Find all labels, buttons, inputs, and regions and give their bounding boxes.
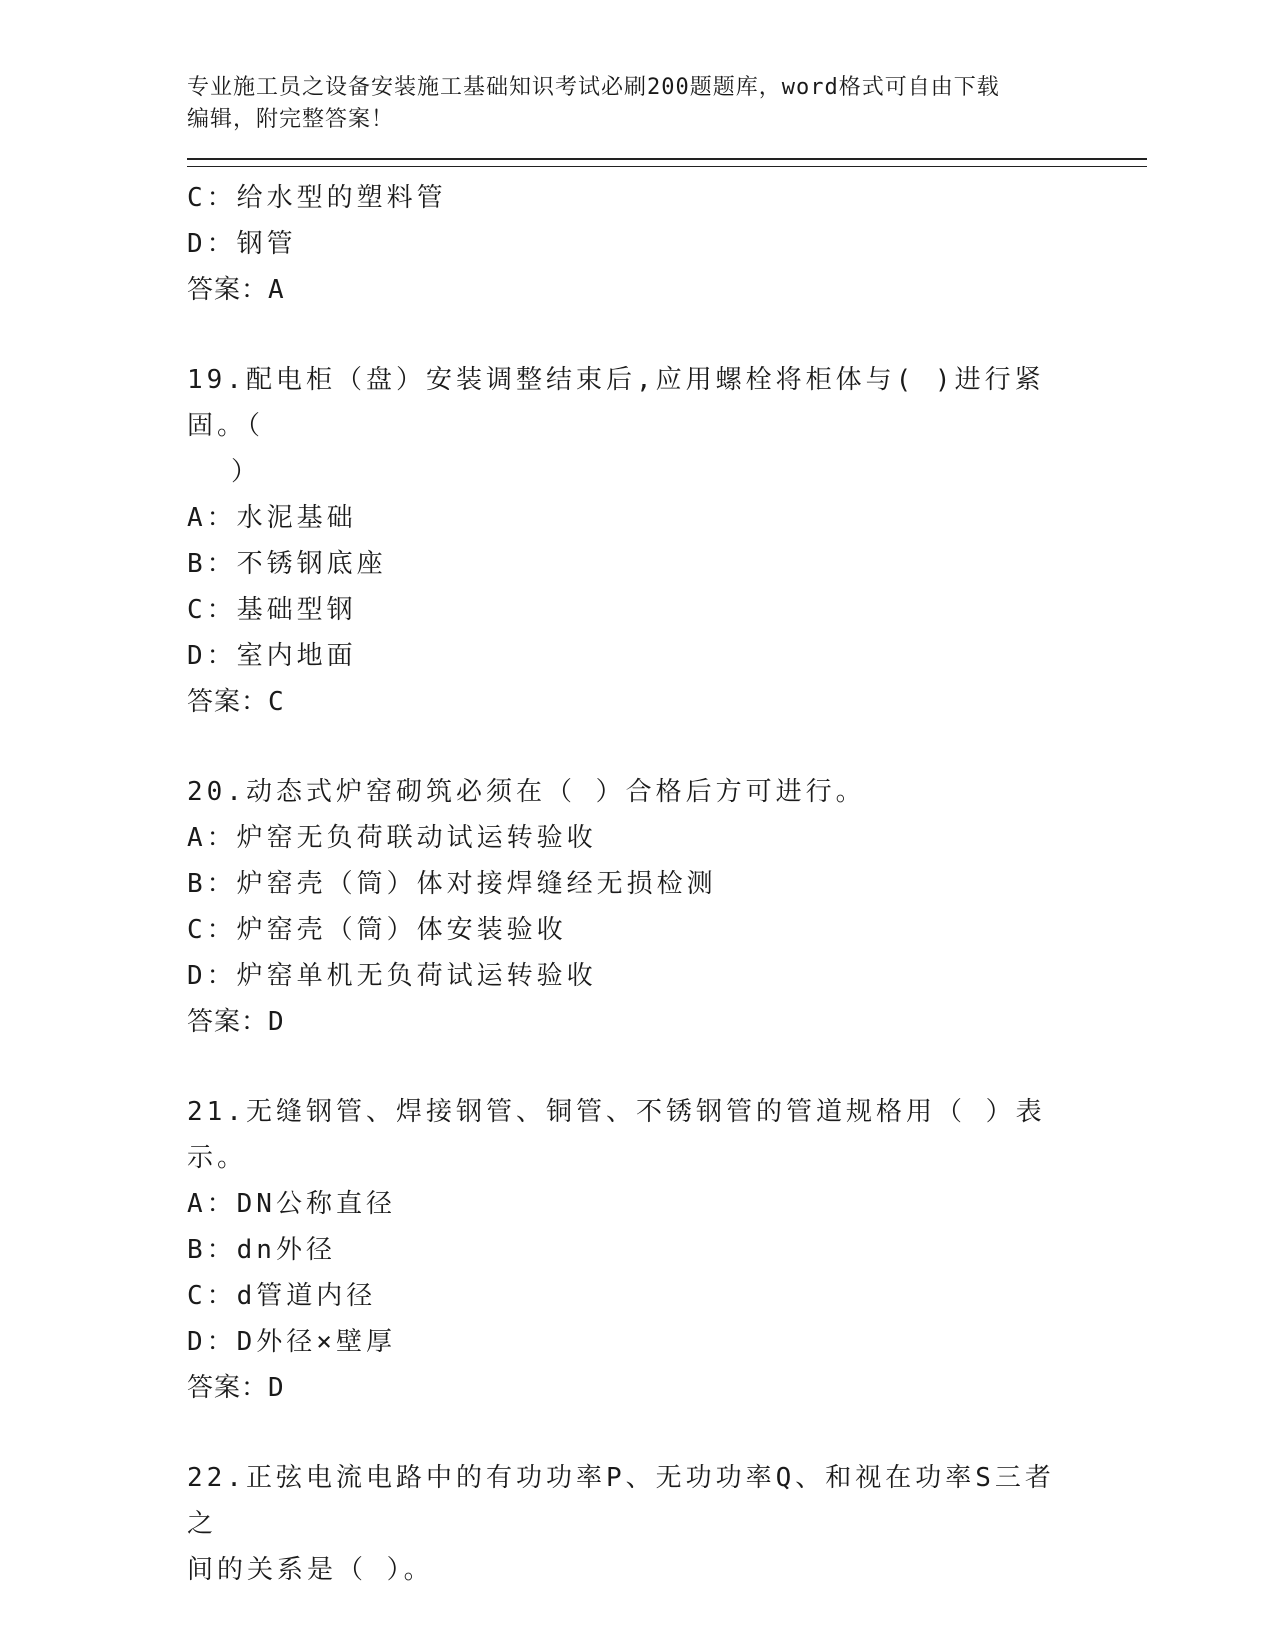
question-stem: 22.正弦电流电路中的有功功率P、无功功率Q、和视在功率S三者之 <box>187 1463 1055 1539</box>
option-c: C：基础型钢 <box>187 595 357 625</box>
question-22 <box>187 1455 1147 1593</box>
continued-question <box>187 175 1147 313</box>
answer-line <box>187 999 1147 1045</box>
answer-value: D <box>268 1007 285 1037</box>
header-line-1: 专业施工员之设备安装施工基础知识考试必刷200题题库，word格式可自由下载 <box>187 75 1000 100</box>
option-d: D：D外径×壁厚 <box>187 1327 396 1357</box>
header-divider <box>187 158 1147 167</box>
header-line-2: 编辑，附完整答案！ <box>187 107 395 132</box>
answer-line <box>187 1365 1147 1411</box>
question-19 <box>187 357 1147 725</box>
option-b: B：炉窑壳（筒）体对接焊缝经无损检测 <box>187 869 717 899</box>
option-a: A：炉窑无负荷联动试运转验收 <box>187 823 597 853</box>
option-c: C：d管道内径 <box>187 1281 377 1311</box>
answer-value: A <box>268 275 285 305</box>
answer-line <box>187 267 1147 313</box>
answer-label: 答案： <box>187 1373 269 1403</box>
question-20 <box>187 769 1147 1045</box>
answer-label: 答案： <box>187 1007 269 1037</box>
option-c: C：炉窑壳（筒）体安装验收 <box>187 915 567 945</box>
option-a: A：DN公称直径 <box>187 1189 396 1219</box>
question-stem: 20.动态式炉窑砌筑必须在（ ）合格后方可进行。 <box>187 777 866 807</box>
answer-label: 答案： <box>187 275 269 305</box>
question-stem-continuation: ） <box>231 457 262 487</box>
option-d: D：炉窑单机无负荷试运转验收 <box>187 961 597 991</box>
option-a: A：水泥基础 <box>187 503 357 533</box>
question-stem-line-2: 间的关系是（ ）。 <box>187 1555 434 1585</box>
answer-line <box>187 679 1147 725</box>
question-stem: 21.无缝钢管、焊接钢管、铜管、不锈钢管的管道规格用（ ）表示。 <box>187 1097 1046 1173</box>
option-d: D：室内地面 <box>187 641 357 671</box>
option-d: D：钢管 <box>187 229 297 259</box>
document-page <box>187 72 1147 1593</box>
answer-value: C <box>268 687 285 717</box>
question-stem: 19.配电柜（盘）安装调整结束后,应用螺栓将柜体与( )进行紧固。（ <box>187 365 1045 441</box>
answer-value: D <box>268 1373 285 1403</box>
option-b: B：dn外径 <box>187 1235 336 1265</box>
option-b: B：不锈钢底座 <box>187 549 387 579</box>
document-header <box>187 72 1067 136</box>
question-21 <box>187 1089 1147 1411</box>
answer-label: 答案： <box>187 687 269 717</box>
option-c: C：给水型的塑料管 <box>187 183 447 213</box>
